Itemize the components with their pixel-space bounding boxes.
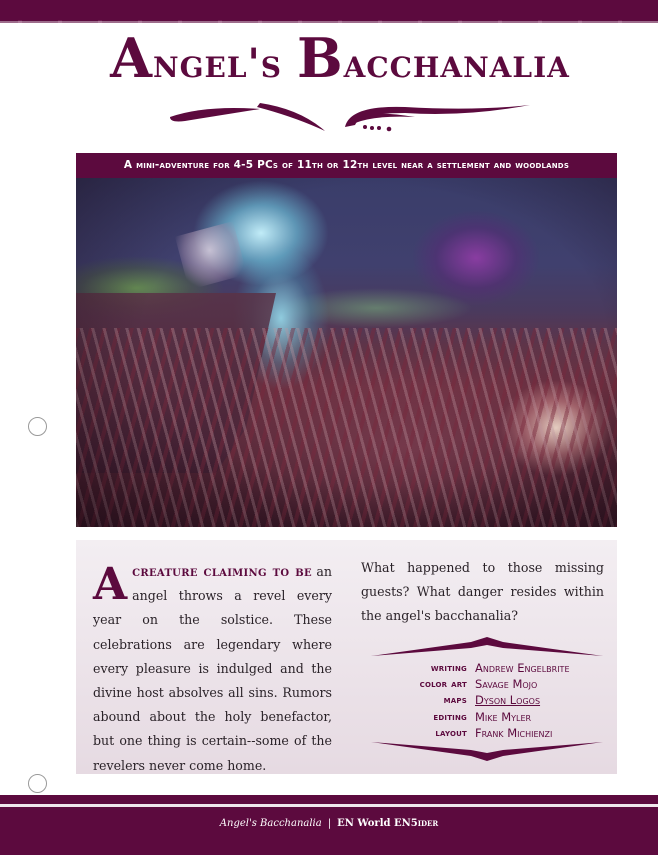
credit-role: maps xyxy=(443,694,467,707)
lead-in-caps: creature claiming to be xyxy=(132,563,312,580)
credit-role: layout xyxy=(435,726,467,739)
ornamental-flourish-icon xyxy=(165,97,535,137)
intro-right-column xyxy=(361,556,604,629)
credit-row-maps xyxy=(371,692,603,708)
credits-block xyxy=(371,636,603,762)
title-initial-a: A xyxy=(110,26,153,90)
title-initial-b: B xyxy=(296,26,344,90)
chevron-down-divider-icon xyxy=(371,740,603,762)
credits-table xyxy=(371,660,603,741)
footer-caption xyxy=(0,814,658,834)
footer-separator: | xyxy=(327,818,332,829)
intro-box xyxy=(76,540,617,774)
dyson-logos-link[interactable]: Dyson Logos xyxy=(475,693,541,708)
chevron-up-divider-icon xyxy=(371,636,603,658)
credit-role: color art xyxy=(419,678,467,691)
page-title xyxy=(60,26,620,90)
binder-hole-icon xyxy=(28,417,47,436)
hero-vignette xyxy=(76,178,617,527)
credit-role: editing xyxy=(433,710,467,723)
drop-cap: A xyxy=(93,559,128,610)
hero-illustration xyxy=(76,178,617,527)
credit-row-editing xyxy=(371,709,603,725)
intro-body-text: an angel throws a revel every year on the solstice. These celebrations are legendary where every pleasure is indulged and the divine host absolves all sins. Rumors abound about the holy benefactor, but one thing is certain--some of the revelers never come home. xyxy=(93,564,332,773)
title-word-2-rest: acchanalia xyxy=(343,40,570,87)
binder-hole-icon xyxy=(28,774,47,793)
credit-row-layout xyxy=(371,725,603,741)
footer-publisher: EN World EN5 xyxy=(337,818,418,829)
credit-row-writing xyxy=(371,660,603,676)
subtitle-banner: A mini-adventure for 4-5 PCs of 11th or 12th level near a settlement and woodlands xyxy=(76,153,617,178)
credit-name: Frank Michienzi xyxy=(475,725,553,740)
footer-publisher-suffix: ider xyxy=(417,818,439,829)
title-word-1-rest: ngel's xyxy=(153,40,297,87)
credit-role: writing xyxy=(430,662,467,675)
credit-name: Andrew Engelbrite xyxy=(475,661,570,676)
credit-name: Savage Mojo xyxy=(475,677,538,692)
credit-row-color-art xyxy=(371,676,603,692)
credit-name: Mike Myler xyxy=(475,709,532,724)
footer-title: Angel's Bacchanalia xyxy=(219,818,322,829)
footer-stripe xyxy=(0,804,658,807)
intro-question-text: What happened to those missing guests? What danger resides within the angel's bacchanalia? xyxy=(361,560,604,624)
intro-left-column xyxy=(93,560,332,778)
top-banner-bar xyxy=(0,0,658,21)
